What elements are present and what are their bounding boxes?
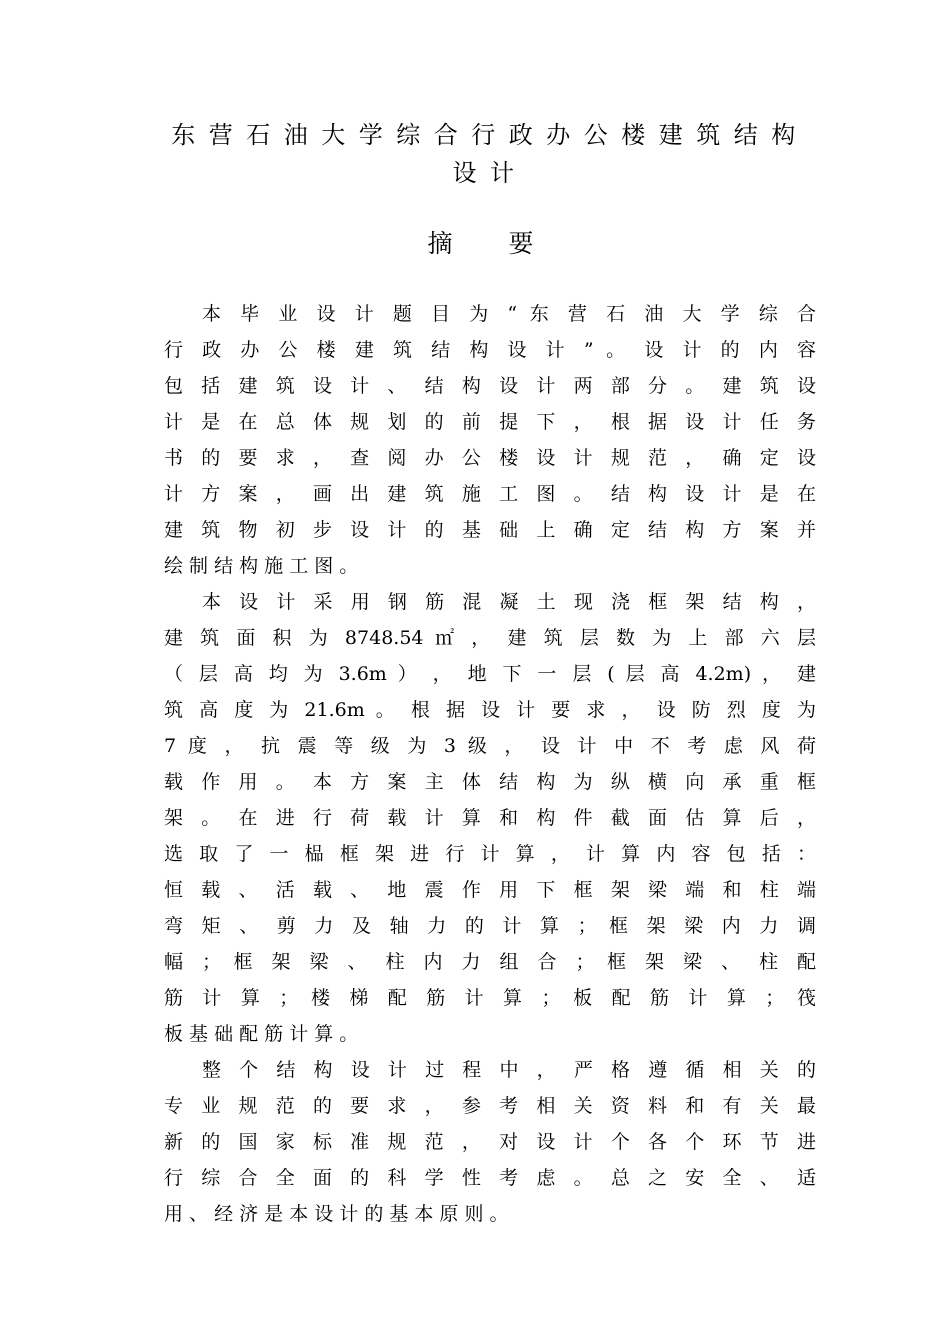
paragraph-line: 7 度 ， 抗 震 等 级 为 3 级 ， 设 计 中 不 考 虑 风 荷 — [164, 735, 816, 757]
paragraph-line: 包 括 建 筑 设 计 、 结 构 设 计 两 部 分 。 建 筑 设 — [164, 375, 816, 397]
paragraph-line: 恒 载 、 活 载 、 地 震 作 用 下 框 架 梁 端 和 柱 端 — [164, 879, 816, 901]
abstract-heading: 摘 要 — [427, 229, 558, 258]
paragraph-line: 行 政 办 公 楼 建 筑 结 构 设 计 ” 。 设 计 的 内 容 — [164, 339, 816, 361]
abstract-body — [164, 296, 816, 1232]
paragraph-line: 筑 高 度 为 21.6m 。 根 据 设 计 要 求 ， 设 防 烈 度 为 — [164, 699, 816, 721]
paragraph-line: 用 、 经 济 是 本 设 计 的 基 本 原 则 。 — [164, 1203, 509, 1225]
paragraph-line: 幅 ； 框 架 梁 、 柱 内 力 组 合 ； 框 架 梁 、 柱 配 — [164, 951, 816, 973]
paragraph-line: 载 作 用 。 本 方 案 主 体 结 构 为 纵 横 向 承 重 框 — [164, 771, 816, 793]
abstract-paragraph-3 — [164, 1052, 816, 1232]
paragraph-line: 选 取 了 一 榀 框 架 进 行 计 算 ， 计 算 内 容 包 括 ： — [164, 843, 816, 865]
paragraph-line: 建 筑 面 积 为 8748.54 ㎡ ， 建 筑 层 数 为 上 部 六 层 — [164, 627, 816, 649]
paragraph-line: 架 。 在 进 行 荷 载 计 算 和 构 件 截 面 估 算 后 ， — [164, 807, 816, 829]
paragraph-line: 筋 计 算 ； 楼 梯 配 筋 计 算 ； 板 配 筋 计 算 ； 筏 — [164, 987, 816, 1009]
abstract-paragraph-1 — [164, 296, 816, 584]
paragraph-line: 计 方 案 ， 画 出 建 筑 施 工 图 。 结 构 设 计 是 在 — [164, 483, 816, 505]
paragraph-line: （ 层 高 均 为 3.6m ） ， 地 下 一 层 ( 层 高 4.2m) ， 建 — [164, 663, 816, 685]
paragraph-line: 建 筑 物 初 步 设 计 的 基 础 上 确 定 结 构 方 案 并 — [164, 519, 816, 541]
paragraph-line: 书 的 要 求 ， 查 阅 办 公 楼 设 计 规 范 ， 确 定 设 — [164, 447, 816, 469]
paragraph-line: 计 是 在 总 体 规 划 的 前 提 下 ， 根 据 设 计 任 务 — [164, 411, 816, 433]
paragraph-line: 专 业 规 范 的 要 求 ， 参 考 相 关 资 料 和 有 关 最 — [164, 1095, 816, 1117]
paragraph-line: 绘 制 结 构 施 工 图 。 — [164, 555, 359, 577]
paragraph-line: 板 基 础 配 筋 计 算 。 — [164, 1023, 359, 1045]
paragraph-line: 弯 矩 、 剪 力 及 轴 力 的 计 算 ； 框 架 梁 内 力 调 — [164, 915, 816, 937]
paragraph-line: 本 毕 业 设 计 题 目 为 “ 东 营 石 油 大 学 综 合 — [202, 303, 816, 325]
paragraph-line: 行 综 合 全 面 的 科 学 性 考 虑 。 总 之 安 全 、 适 — [164, 1167, 816, 1189]
paragraph-line: 整 个 结 构 设 计 过 程 中 ， 严 格 遵 循 相 关 的 — [202, 1059, 816, 1081]
document-title: 东营石油大学综合行政办公楼建筑结构设计 — [171, 121, 809, 187]
abstract-paragraph-2 — [164, 584, 816, 1052]
paragraph-line: 本 设 计 采 用 钢 筋 混 凝 土 现 浇 框 架 结 构 ， — [202, 591, 816, 613]
paragraph-line: 新 的 国 家 标 准 规 范 ， 对 设 计 个 各 个 环 节 进 — [164, 1131, 816, 1153]
